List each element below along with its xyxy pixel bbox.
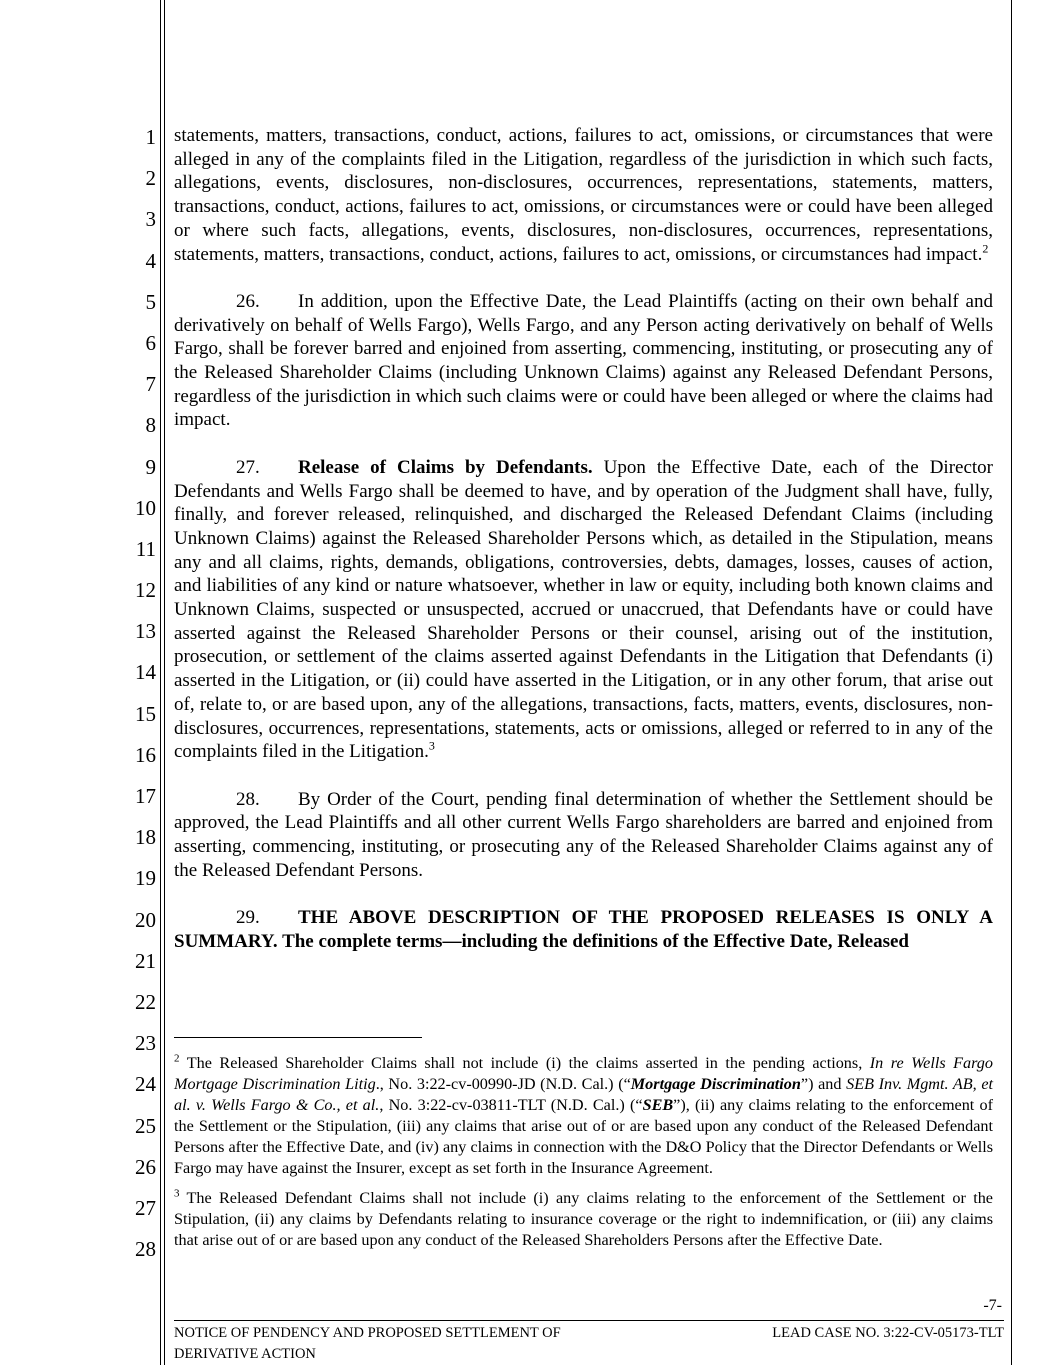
body-text [174,124,993,954]
line-number: 17 [135,784,156,808]
line-number: 5 [145,289,156,314]
line-number: 8 [145,413,156,438]
footer-rule [174,1320,1004,1321]
line-number: 19 [135,866,156,891]
page-number: -7- [983,1297,1002,1314]
paragraph-27: 27. Release of Claims by Defendants. Upon the Effective Date, each of the Director Defendants and Wells Fargo shall be deemed to have, and by operation of the Judgment shall have, fully, finally, and forever released, relinquished, and discharged the Released Defendant Claims (including Unknown Claims) against the Released Shareholder Persons which, as detailed in the Stipulation, means any and all claims, rights, demands, obligations, controversies, debts, damages, losses, causes of action, and liabilities of any kind or nature whatsoever, whether in law or equity, including both known claims and Unknown Claims, suspected or unsuspected, accrued or unaccrued, that Defendants have or could have asserted against the Released Shareholder Persons or their counsel, arising out of the institution, prosecution, or settlement of the claims asserted against Defendants in the Litigation that Defendants (i) asserted in the Litigation, or (ii) could have asserted in the Litigation, or in any other forum, that arise out of, relate to, or are based upon, any of the allegations, transactions, facts, matters, events, disclosures, non-disclosures, occurrences, representations, statements, acts or omissions, alleged or referred to in any of the complaints filed in the Litigation.$^3$ [174,456,993,763]
line-number: 12 [135,578,156,603]
paragraph-heading: Release of Claims by Defendants. [298,456,593,478]
line-number: 26 [135,1154,156,1179]
case-name: In re Wells Fargo Mortgage Discrimination Litig [174,1054,993,1093]
line-number: 7 [145,372,156,397]
line-number: 14 [135,660,156,685]
line-number: 10 [135,495,156,520]
paragraph-number: 29. [236,907,260,929]
line-number: 20 [135,907,156,932]
paragraph-number: 27. [236,456,260,478]
continuation-paragraph: statements, matters, transactions, conduct, actions, failures to act, omissions, or circumstances that were alleged in any of the complaints filed in the Litigation, regardless of the jurisdiction in which such facts, allegations, events, disclosures, non-disclosures, occurrences, representations, statements, matters, transactions, conduct, actions, failures to act, omissions, or circumstances were or could have been alleged or where such facts, allegations, events, disclosures, non-disclosures, occurrences, representations, statements, matters, transactions, conduct, actions, failures to act, omissions, or circumstances had impact.$^2$ [174,125,993,265]
case-name: SEB Inv. Mgmt. AB, et al. v. Wells Fargo & Co., et al. [174,1075,993,1114]
line-number: 27 [135,1195,156,1220]
footnote-separator [174,1037,422,1038]
footnote-mark: 2 [174,1052,180,1065]
footnote-3: $^3$ The Released Defendant Claims shall not include (i) any claims relating to the enforcement of the Settlement or the Stipulation, (ii) any claims by Defendants relating to insurance coverage or the right to indemnification, or (iii) any claims that arise out of or are based upon any conduct of the Released Shareholders Persons after the Effective Date. [174,1187,993,1249]
short-form: Mortgage Discrimination [630,1075,801,1093]
line-number: 28 [135,1237,156,1262]
paragraph-26: 26. In addition, upon the Effective Date, the Lead Plaintiffs (acting on their own behalf and derivatively on behalf of Wells Fargo), Wells Fargo, and any Person acting derivatively on behalf of Wells Fargo, shall be forever barred and enjoined from asserting, commencing, instituting, or prosecuting any of the Released Shareholder Claims (including Unknown Claims) against any Released Defendant Persons, regardless of the jurisdiction in which such claims were or could have been alleged or where the claims had impact. [174,290,993,431]
line-numbers [120,124,156,1277]
line-number: 22 [135,989,156,1014]
line-number: 4 [145,248,156,273]
left-margin-rule-outer [160,0,161,1365]
footer-title: NOTICE OF PENDENCY AND PROPOSED SETTLEMENT OF DERIVATIVE ACTION [174,1325,561,1362]
footnote-ref-2[interactable]: 2 [982,241,989,256]
line-number: 25 [135,1113,156,1138]
footnote-ref-3[interactable]: 3 [428,738,435,753]
line-number: 6 [145,330,156,355]
paragraph-number: 28. [236,788,260,810]
line-number: 3 [145,207,156,232]
line-number: 23 [135,1031,156,1056]
line-number: 1 [145,125,156,149]
left-margin-rule-inner [164,0,165,1365]
line-number: 13 [135,619,156,644]
line-number: 15 [135,701,156,726]
footnote-mark: 3 [174,1187,180,1200]
line-number: 21 [135,948,156,973]
paragraph-29: 29. THE ABOVE DESCRIPTION OF THE PROPOSED RELEASES IS ONLY A SUMMARY. The complete terms—including the definitions of the Effective Date, Released [174,907,993,952]
paragraph-number: 26. [236,290,260,312]
footer-case-number: LEAD CASE NO. 3:22-CV-05173-TLT [772,1325,1004,1341]
line-number: 2 [145,166,156,191]
short-form: SEB [642,1096,674,1114]
line-number: 16 [135,742,156,767]
line-number: 9 [145,454,156,479]
paragraph-28: 28. By Order of the Court, pending final determination of whether the Settlement should be approved, the Lead Plaintiffs and all other current Wells Fargo shareholders are barred and enjoined from asserting, commencing, instituting, or prosecuting any of the Released Shareholder Claims against any of the Released Defendant Persons. [174,788,993,881]
right-margin-rule [1011,0,1012,1365]
footnote-2: $^2$ The Released Shareholder Claims shall not include (i) the claims asserted in the pending actions, In re Wells Fargo Mortgage Discrimination Litig., No. 3:22-cv-00990-JD (N.D. Cal.) (“Mortgage Discrimination”) and SEB Inv. Mgmt. AB, et al. v. Wells Fargo & Co., et al., No. 3:22-cv-03811-TLT (N.D. Cal.) (“SEB”), (ii) any claims relating to the enforcement of the Settlement or the Stipulation, (iii) any claims that arise out of or are based upon any conduct of the Released Defendant Persons after the Effective Date, and (iv) any claims in connection with the D&O Policy that the Director Defendants or Wells Fargo may have against the Insurer, except as set forth in the Insurance Agreement. [174,1052,993,1177]
footnotes [174,1053,993,1251]
line-number: 18 [135,825,156,850]
line-number: 11 [135,536,156,561]
line-number: 24 [135,1072,156,1097]
